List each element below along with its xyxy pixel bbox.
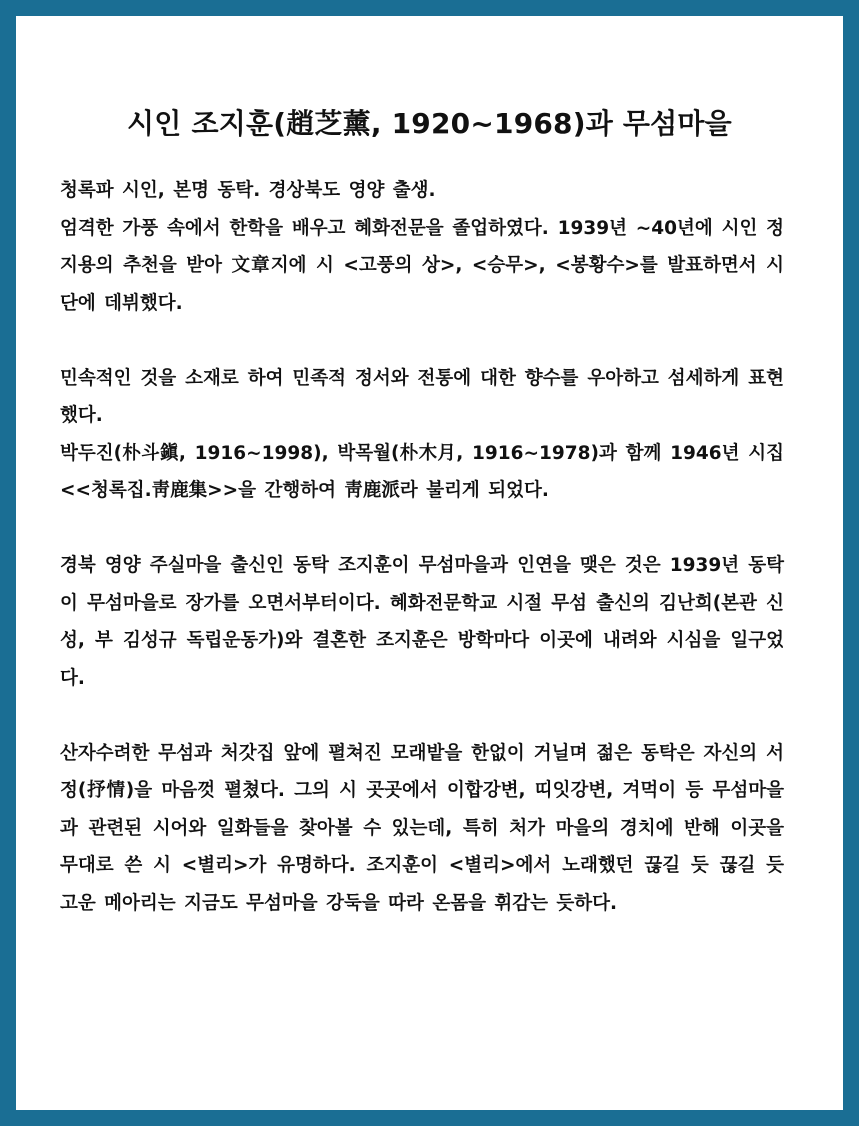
paragraph-line: 산자수려한 무섬과 처갓집 앞에 펼쳐진 모래밭을 한없이 거닐며 젊은 동탁은 자신의 서정(抒情)을 마음껏 펼쳤다. 그의 시 곳곳에서 이합강변, 띠잇강변, 겨먹이 등 무섬마을과 관련된 시어와 일화들을 찾아볼 수 있는데, 특히 처가 마을의 경치에 반해 이곳을 무대로 쓴 시 <별리>가 유명하다. 조지훈이 <별리>에서 노래했던 끊길 듯 끊길 듯 고운 메아리는 지금도 무섬마을 강둑을 따라 온몸을 휘감는 듯하다. xyxy=(60,742,784,914)
paragraph-museom xyxy=(60,735,784,923)
paragraph-line: 경북 영양 주실마을 출신인 동탁 조지훈이 무섬마을과 인연을 맺은 것은 1939년 동탁이 무섬마을로 장가를 오면서부터이다. 혜화전문학교 시절 무섬 출신의 김난희(본관 신성, 부 김성규 독립운동가)와 결혼한 조지훈은 방학마다 이곳에 내려와 시심을 일구었다. xyxy=(60,555,784,689)
paragraph-style xyxy=(60,360,784,510)
page-title: 시인 조지훈(趙芝薰, 1920~1968)과 무섬마을 xyxy=(127,107,732,140)
paragraph-line: 엄격한 가풍 속에서 한학을 배우고 혜화전문을 졸업하였다. 1939년 ~40년에 시인 정지용의 추천을 받아 文章지에 시 <고풍의 상>, <승무>, <봉황수>를 발표하면서 시단에 데뷔했다. xyxy=(60,217,784,314)
document-body xyxy=(60,172,784,960)
paragraph-line: 박두진(朴斗鎭, 1916~1998), 박목월(朴木月, 1916~1978)과 함께 1946년 시집 <<청록집.靑鹿集>>을 간행하여 靑鹿派라 불리게 되었다. xyxy=(60,442,784,501)
paragraph-line: 청록파 시인, 본명 동탁. 경상북도 영양 출생. xyxy=(60,180,436,201)
paragraph-biography xyxy=(60,172,784,322)
paragraph-line: 민속적인 것을 소재로 하여 민족적 정서와 전통에 대한 향수를 우아하고 섬세하게 표현했다. xyxy=(60,367,784,426)
paragraph-marriage xyxy=(60,547,784,697)
